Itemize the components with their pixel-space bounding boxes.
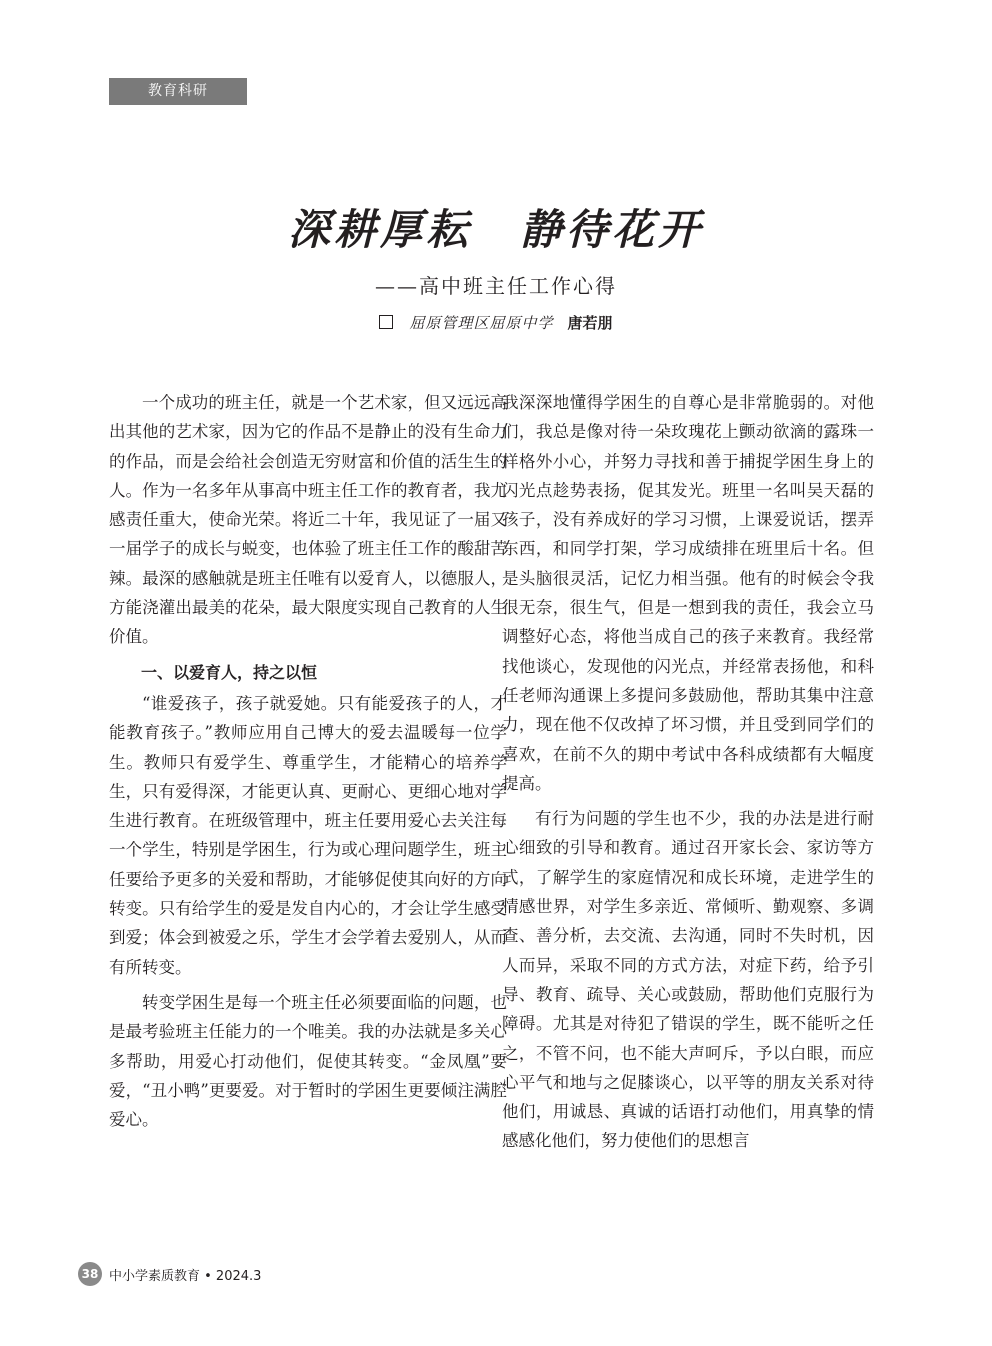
left-column — [109, 388, 507, 1140]
right-column — [502, 388, 874, 1162]
article-title — [0, 200, 992, 260]
page-footer — [78, 1262, 261, 1286]
title-part-1: 深耕厚耘 — [287, 205, 472, 254]
journal-info: 中小学素质教育 • 2024.3 — [109, 1268, 262, 1284]
page-number: 38 — [78, 1262, 102, 1286]
section-heading: 一、以爱育人，持之以恒 — [141, 662, 318, 682]
author-organization: 屈原管理区屈原中学 — [409, 314, 554, 332]
section-tag: 教育科研 — [109, 78, 247, 105]
paragraph: 我深深地懂得学困生的自尊心是非常脆弱的。对他们，我总是像对待一朵玫瑰花上颤动欲滴的露珠一样格外小心，并努力寻找和善于捕捉学困生身上的闪光点趁势表扬，促其发光。班里一名叫吴天磊的孩子，没有养成好的学习习惯，上课爱说话，摆弄东西，和同学打架，学习成绩排在班里后十名。但是头脑很灵活，记忆力相当强。他有的时候会令我很无奈，很生气，但是一想到我的责任，我会立马调整好心态，将他当成自己的孩子来教育。我经常找他谈心，发现他的闪光点，并经常表扬他，和科任老师沟通课上多提问多鼓励他，帮助其集中注意力，现在他不仅改掉了坏习惯，并且受到同学们的喜欢，在前不久的期中考试中各科成绩都有大幅度提高。 — [502, 393, 874, 793]
title-part-2: 静待花开 — [520, 205, 705, 254]
square-bullet-icon — [379, 315, 393, 329]
byline — [0, 311, 992, 335]
paragraph: 有行为问题的学生也不少，我的办法是进行耐心细致的引导和教育。通过召开家长会、家访等方式，了解学生的家庭情况和成长环境，走进学生的情感世界，对学生多亲近、常倾听、勤观察、多调查、善分析，去交流、去沟通，同时不失时机，因人而异，采取不同的方式方法，对症下药，给予引导、教育、疏导、关心或鼓励，帮助他们克服行为障碍。尤其是对待犯了错误的学生，既不能听之任之，不管不问，也不能大声呵斥，予以白眼，而应心平气和地与之促膝谈心，以平等的朋友关系对待他们，用诚恳、真诚的话语打动他们，用真挚的情感感化他们，努力使他们的思想言 — [502, 809, 874, 1151]
article-subtitle: ——高中班主任工作心得 — [375, 274, 617, 298]
paragraph: 转变学困生是每一个班主任必须要面临的问题，也是最考验班主任能力的一个唯美。我的办法就是多关心多帮助，用爱心打动他们，促使其转变。“金凤凰”要爱，“丑小鸭”更要爱。对于暂时的学困生更要倾注满腔爱心。 — [109, 992, 507, 1130]
paragraph: “谁爱孩子，孩子就爱她。只有能爱孩子的人，才能教育孩子。”教师应用自己博大的爱去温暖每一位学生。教师只有爱学生、尊重学生，才能精心的培养学生，只有爱得深，才能更认真、更耐心、更细心地对学生进行教育。在班级管理中，班主任要用爱心去关注每一个学生，特别是学困生，行为或心理问题学生，班主任要给予更多的关爱和帮助，才能够促使其向好的方向转变。只有给学生的爱是发自内心的，才会让学生感受到爱；体会到被爱之乐，学生才会学着去爱别人，从而有所转变。 — [109, 693, 507, 977]
paragraph: 一个成功的班主任，就是一个艺术家，但又远远高出其他的艺术家，因为它的作品不是静止的没有生命力的作品，而是会给社会创造无穷财富和价值的活生生的人。作为一名多年从事高中班主任工作的教育者，我尤感责任重大，使命光荣。将近二十年，我见证了一届又一届学子的成长与蜕变，也体验了班主任工作的酸甜苦辣。最深的感触就是班主任唯有以爱育人，以德服人，方能浇灌出最美的花朵，最大限度实现自己教育的人生价值。 — [109, 393, 507, 647]
author-name: 唐若朋 — [567, 314, 613, 332]
